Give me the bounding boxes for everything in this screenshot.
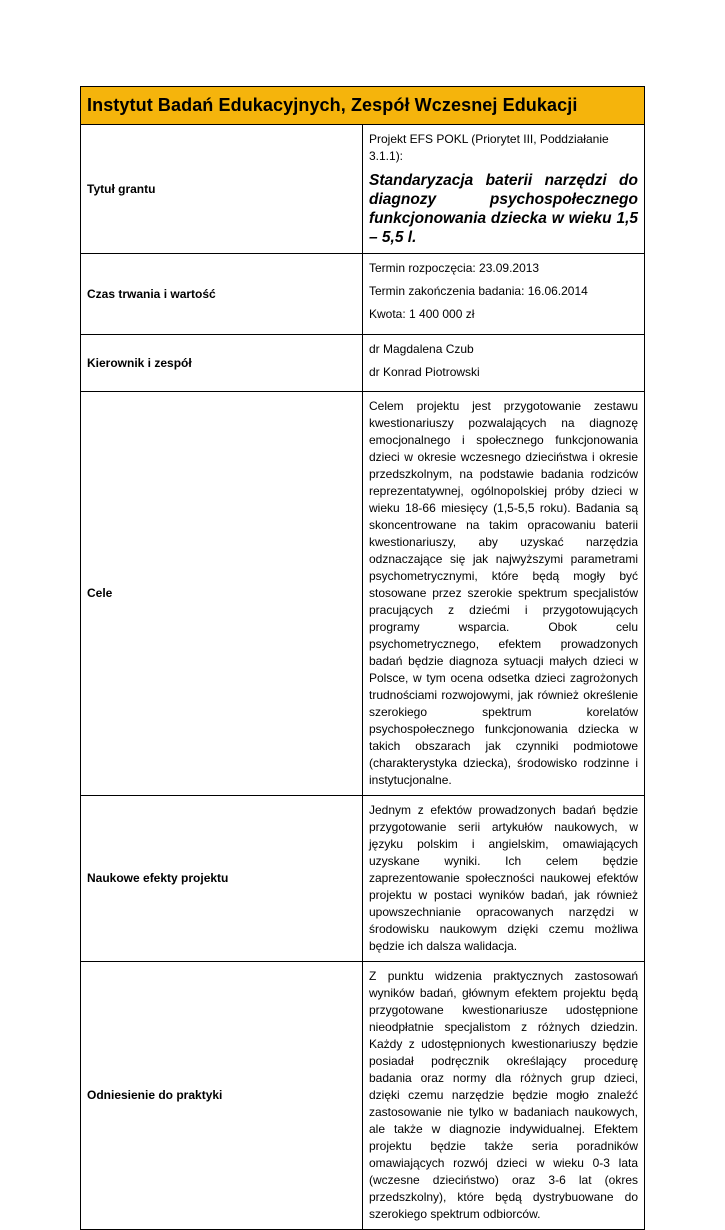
- start-date: Termin rozpoczęcia: 23.09.2013: [369, 261, 540, 275]
- amount: Kwota: 1 400 000 zł: [369, 307, 475, 321]
- value-grant-title: [363, 125, 645, 254]
- label-practice: Odniesienie do praktyki: [81, 962, 363, 1230]
- row-duration: [81, 254, 645, 335]
- grant-project-line: Projekt EFS POKL (Priorytet III, Poddziałanie 3.1.1):: [369, 132, 609, 163]
- value-practice: Z punktu widzenia praktycznych zastosowań wyników badań, głównym efektem projektu będą przygotowane kwestionariusze udostępnione nieodpłatnie specjalistom z różnych dziedzin. Każdy z udostępnionych kwestionariuszy będzie posiadał podręcznik określający procedurę badania oraz normy dla różnych grup dzieci, dzięki czemu narzędzie będzie mogło znaleźć zastosowanie nie tylko w badaniach naukowych, ale także w diagnozie indywidualnej. Efektem projektu będzie także seria poradników omawiających rozwój dzieci w wieku 0-3 lata (wczesne dzieciństwo) oraz 3-6 lat (okres przedszkolny), które będą dystrybuowane do szerokiego spektrum odbiorców.: [363, 962, 645, 1230]
- row-goals: [81, 392, 645, 796]
- label-duration: Czas trwania i wartość: [81, 254, 363, 335]
- label-team: Kierownik i zespół: [81, 335, 363, 392]
- team-member: dr Konrad Piotrowski: [369, 365, 480, 379]
- document-title: Instytut Badań Edukacyjnych, Zespół Wczesnej Edukacji: [87, 95, 578, 115]
- grant-title: Standaryzacja baterii narzędzi do diagnozy psychospołecznego funkcjonowania dziecka w wieku 1,5 – 5,5 l.: [369, 172, 638, 246]
- grant-info-table: [80, 86, 645, 1230]
- row-grant-title: [81, 125, 645, 254]
- row-practice: [81, 962, 645, 1230]
- label-goals: Cele: [81, 392, 363, 796]
- value-goals: Celem projektu jest przygotowanie zestawu kwestionariuszy pozwalających na diagnozę emocjonalnego i społecznego funkcjonowania dzieci w okresie wczesnego dzieciństwa i okresie przedszkolnym, na podstawie badania rodziców reprezentatywnej, ogólnopolskiej próby dzieci w wieku 18-66 miesięcy (1,5-5,5 roku). Badania są skoncentrowane na takim opracowaniu baterii kwestionariuszy, aby uzyskać narzędzia odznaczające się jak najwyższymi parametrami psychometrycznymi, które będą mogły być stosowane przez szerokie spektrum specjalistów pracujących z dziećmi i przygotowujących programy wsparcia. Obok celu psychometrycznego, efektem prowadzonych badań będzie diagnoza sytuacji małych dzieci w Polsce, w tym ocena odsetka dzieci zagrożonych trudnościami rozwojowymi, jak również określenie szerokiego spektrum korelatów psychospołecznego funkcjonowania dziecka w takich obszarach jak czynniki podmiotowe (charakterystyka dziecka), środowisko rodzinne i instytucjonalne.: [363, 392, 645, 796]
- team-member: dr Magdalena Czub: [369, 342, 474, 356]
- row-effects: [81, 796, 645, 962]
- value-duration: [363, 254, 645, 335]
- label-grant-title: Tytuł grantu: [81, 125, 363, 254]
- header-cell: [81, 87, 645, 125]
- end-date: Termin zakończenia badania: 16.06.2014: [369, 284, 588, 298]
- value-effects: Jednym z efektów prowadzonych badań będzie przygotowanie serii artykułów naukowych, w języku polskim i angielskim, omawiających uzyskane wyniki. Ich celem będzie zaprezentowanie społeczności naukowej efektów projektu w postaci wyników badań, jak również upowszechnianie opracowanych narzędzi w środowisku naukowym dzięki czemu możliwa będzie ich dalsza walidacja.: [363, 796, 645, 962]
- label-effects: Naukowe efekty projektu: [81, 796, 363, 962]
- row-team: [81, 335, 645, 392]
- header-row: [81, 87, 645, 125]
- value-team: [363, 335, 645, 392]
